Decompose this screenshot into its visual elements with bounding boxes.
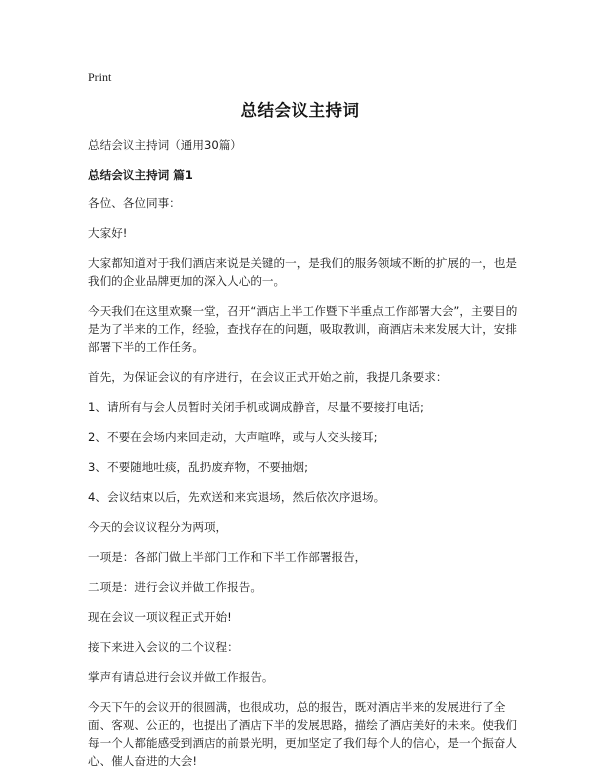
list-item-requirement-3: 3、不要随地吐痰，乱扔废弃物，不要抽烟; xyxy=(88,460,308,474)
document-subtitle: 总结会议主持词（通用30篇） xyxy=(88,138,242,152)
section-heading: 总结会议主持词 篇1 xyxy=(88,168,193,182)
print-label[interactable]: Print xyxy=(88,70,112,84)
list-item-requirement-4: 4、会议结束以后，先欢送和来宾退场，然后依次序退场。 xyxy=(88,490,386,504)
list-item-requirement-2: 2、不要在会场内来回走动，大声喧哗，或与人交头接耳; xyxy=(88,430,378,444)
page-title: 总结会议主持词 xyxy=(240,101,360,120)
document-body xyxy=(88,136,518,782)
paragraph-agenda-item-1: 一项是：各部门做上半部门工作和下半工作部署报告， xyxy=(88,550,367,564)
paragraph-agenda-next: 接下来进入会议的二个议程： xyxy=(88,640,239,654)
paragraph-requirements-lead: 首先，为保证会议的有序进行，在会议正式开始之前，我提几条要求： xyxy=(88,370,448,384)
paragraph-hello: 大家好! xyxy=(88,226,128,240)
paragraph-agenda-item-2: 二项是：进行会议并做工作报告。 xyxy=(88,580,262,594)
paragraph-purpose: 今天我们在这里欢聚一堂，召开“酒店上半工作暨下半重点工作部署大会”，主要目的是为了半来的工作，经验，查找存在的问题，吸取教训，商酒店未来发展大计，安排部署下半的工作任务。 xyxy=(88,304,518,354)
paragraph-agenda-start: 现在会议一项议程正式开始! xyxy=(88,610,232,624)
list-item-requirement-1: 1、请所有与会人员暂时关闭手机或调成静音，尽量不要接打电话; xyxy=(88,400,424,414)
paragraph-intro: 大家都知道对于我们酒店来说是关键的一，是我们的服务领域不断的扩展的一，也是我们的企业品牌更加的深入人心的一。 xyxy=(88,256,517,288)
paragraph-greeting-audience: 各位、各位同事： xyxy=(88,196,181,210)
paragraph-closing: 今天下午的会议开的很圆满，也很成功，总的报告，既对酒店半来的发展进行了全面、客观、公正的，也提出了酒店下半的发展思路，描绘了酒店美好的未来。使我们每一个人都能感受到酒店的前景光明，更加坚定了我们每个人的信心，是一个振奋人心、催人奋进的大会! xyxy=(88,700,517,768)
paragraph-applause: 掌声有请总进行会议并做工作报告。 xyxy=(88,670,274,684)
paragraph-agenda-lead: 今天的会议议程分为两项， xyxy=(88,520,228,534)
